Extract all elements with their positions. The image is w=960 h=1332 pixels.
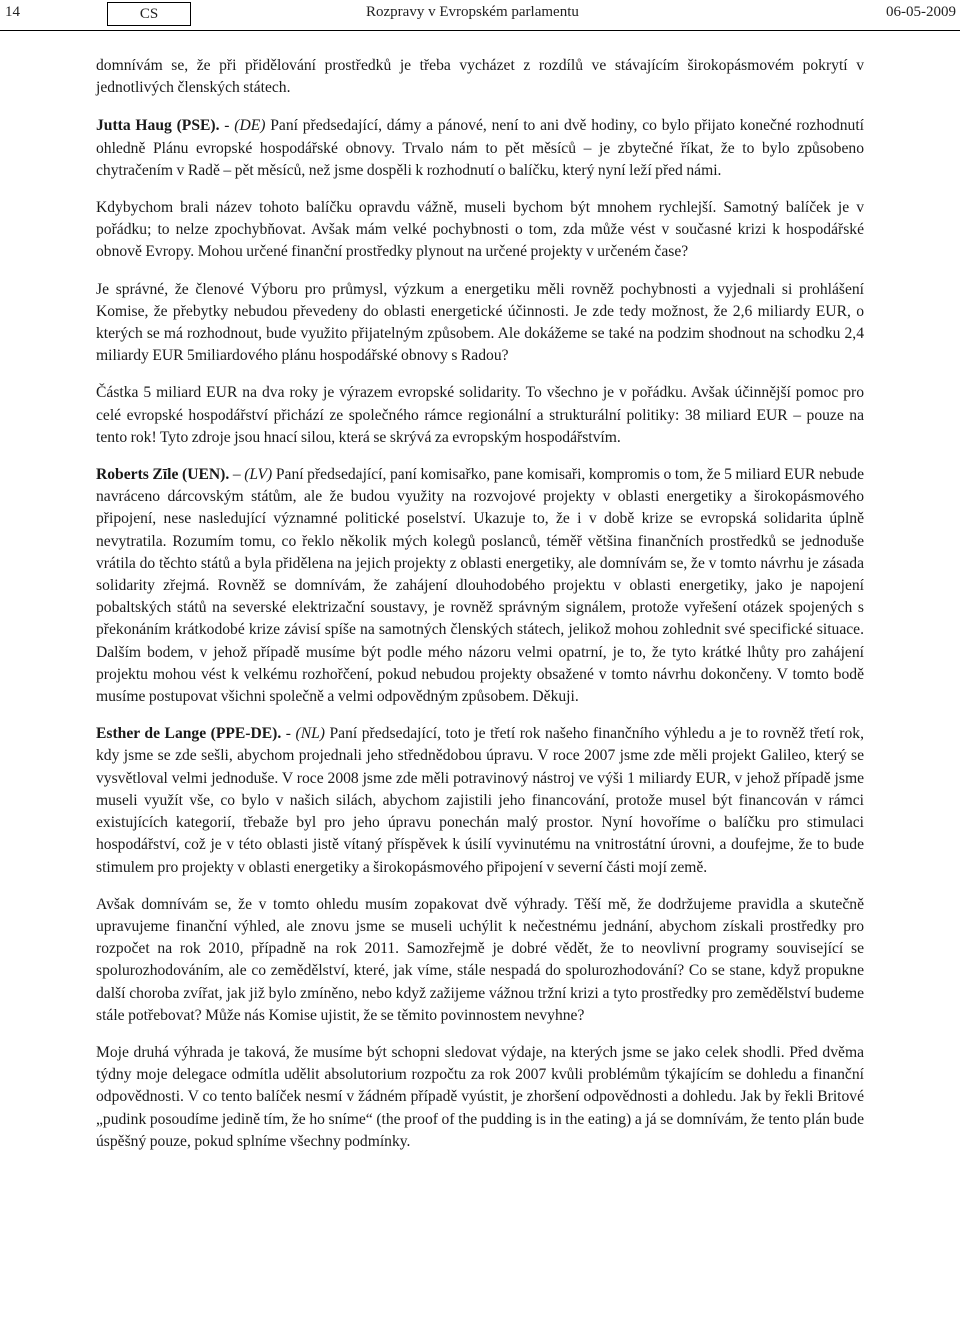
speech-language: (LV) [244,466,273,484]
paragraph-text: Je správné, že členové Výboru pro průmysl, výzkum a energetiku měli rovněž pochybnosti a vyjednali si prohlášení Komise, že přebytky nebudou převedeny do oblasti energetické účinnosti. Je zde tedy možnost, že 2,6 miliardy EUR, o kterých se má rozhodnout, bude využito přijatelným způsobem. Ale dokážeme se také na podzim shodnout na schodku 2,4 miliardy EUR 5miliardového plánu hospodářské obnovy s Radou? [96,280,864,365]
paragraph-text: Částka 5 miliard EUR na dva roky je výrazem evropské solidarity. To všechno je v pořádku. Avšak účinnější pomoc pro celé evropské hospodářství přichází ze společného rámce regionální a strukturální politiky: 38 miliard EUR – pouze na tento rok! Tyto zdroje jsou hnací silou, která se skrývá za evropským hospodářstvím. [96,384,864,446]
speaker-name: Jutta Haug (PSE). [96,117,220,135]
paragraph [96,382,864,449]
speaker-separator: - [281,725,296,743]
speaker-separator: – [229,466,245,484]
paragraph [96,197,864,264]
speaker-separator: - [219,117,235,135]
document-date: 06-05-2009 [886,4,956,20]
paragraph [96,894,864,1027]
page-header [0,0,960,31]
paragraph-text: Avšak domnívám se, že v tomto ohledu musím zopakovat dvě výhrady. Těší mě, že dodržujeme pravidla a skutečně upravujeme finanční výhled, ale znovu jsme se museli uchýlit k nečestnému jednání, abychom získali prostředky pro rozpočet na rok 2010, případně na rok 2011. Samozřejmě je dobré vědět, že to neovlivní programy související se spolurozhodováním, ale co zemědělství, které, jak víme, stále nespadá do spolurozhodování? Co se stane, když propukne další choroba zvířat, jak již bylo zmíněno, nebo když zažijeme vážnou tržní krizi a tyto prostředky pro zemědělství budeme stále potřebovat? Může nás Komise ujistit, že se těmito povinnostem nevyhne? [96,895,864,1024]
speech-language: (NL) [295,725,325,743]
page-number: 14 [5,4,20,20]
paragraph-text: domnívám se, že při přidělování prostředků je třeba vycházet z rozdílů ve stávajícím širokopásmovém pokrytí v jednotlivých členských státech. [96,57,864,97]
paragraph-text: Moje druhá výhrada je taková, že musíme být schopni sledovat výdaje, na kterých jsme se jako celek shodli. Před dvěma týdny moje delegace odmítla udělit absolutorium rozpočtu za rok 2007 kvůli problémům týkajícím se dohledu a finanční odpovědnosti. V co tento balíček nesmí v žádném případě vyústit, je zhoršení odpovědnosti a dohledu. Jak by řekli Britové „pudink posoudíme jedině tím, že ho sníme“ (the proof of the pudding is in the eating) a já se domnívám, že tento plán bude úspěšný pouze, pokud splníme všechny podmínky. [96,1043,864,1150]
language-code-box: CS [107,2,191,26]
paragraph-text: Paní předsedající, dámy a pánové, není to ani dvě hodiny, co bylo přijato konečné rozhodnutí ohledně Plánu evropské hospodářské obnovy. Trvalo nám to pět měsíců – je zbytečné říkat, že to bylo způsobeno chytračením v Radě – pět měsíců, než jsme dospěli k rozhodnutí o balíčku, který nyní leží před námi. [96,117,864,179]
paragraph-text: Paní předsedající, paní komisařko, pane komisaři, kompromis o tom, že 5 miliard EUR nebude navráceno dárcovským státům, ale že budou využity na rozvojové projekty v oblasti energetiky a širokopásmového připojení, nese nasledující významné politické poselství. Ukazuje to, že i v době krize se evropská solidarita úplně nevytratila. Rozumím tomu, co řeklo několik mých kolegů poslanců, téměř většina finančních prostředků se jednoduše vrátila do těchto států a byla přidělena na jejich projekty z oblasti energetiky, ale domnívám se, že v tomto návrhu je zásada solidarity zřejmá. Rovněž se domnívám, že zahájení dlouhodobého projektu v oblasti energetiky, jako je napojení pobaltských států na severské elektrizační soustavy, je rovněž správným signálem, protože vyřešení otázek spojených s překonáním krátkodobé krize závisí spíše na samotných členských státech, jelikož mohou zohlednit své specifické situace. Dalším bodem, v jehož případě musíme být podle mého názoru velmi opatrní, je to, že tyto krátké lhůty pro zahájení projektu mohou vést k velkému rozhořčení, pokud nebudou projekty obsažené v tomto návrhu dokončeny. V tomto bodě musíme postupovat všichni společně a velmi odpovědným způsobem. Děkuji. [96,466,864,706]
paragraph [96,55,864,99]
speaker-name: Esther de Lange (PPE-DE). [96,725,282,743]
paragraph-text: Kdybychom brali název tohoto balíčku opravdu vážně, museli bychom být mnohem rychlejší. Samotný balíček je v pořádku; to nelze zpochybňovat. Avšak mám velké pochybnosti o tom, zda může vést v současné krizi k hospodářské obnově Evropy. Mohou určené finanční prostředky plynout na určené projekty v určeném čase? [96,199,864,261]
paragraph [96,1042,864,1153]
speech-paragraph [96,723,864,878]
paragraph-text: Paní předsedající, toto je třetí rok našeho finančního výhledu a je to rovněž třetí rok, kdy jsme se zde sešli, abychom projednali jeho střednědobou úpravu. V roce 2007 jsme zde měli projekt Galileo, který se vysvětloval velmi jednoduše. V roce 2008 jsme zde měli potravinový nástroj ve výši 1 miliardy EUR, v jehož případě jsme museli využít vše, co bylo v našich silách, abychom zajistili jeho financování, protože musel být financován v rámci existujících kategorií, třebaže byl pro jeho úpravu ponechán malý prostor. Nyní hovoříme o balíčku pro stimulaci hospodářství, což je v této oblasti jistě vítaný příspěvek k úsilí vyvinutému na vnitrostátní úrovni, a doufejme, že to bude stimulem pro projekty v oblasti energetiky a širokopásmového připojení v severní části mojí země. [96,725,864,876]
document-title: Rozpravy v Evropském parlamentu [366,4,579,20]
paragraph [96,279,864,368]
document-body [96,55,864,1168]
speaker-name: Roberts Zīle (UEN). [96,466,230,484]
speech-language: (DE) [234,117,266,135]
speech-paragraph [96,464,864,708]
speech-paragraph [96,115,864,182]
